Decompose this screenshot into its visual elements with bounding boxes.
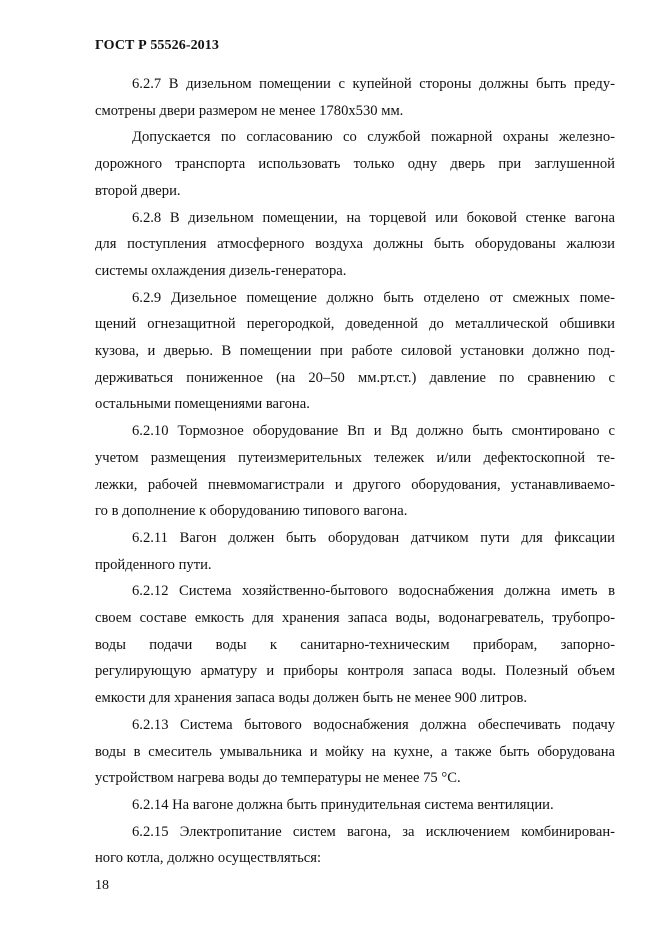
paragraph-line: для поступления атмосферного воздуха должны быть оборудованы жалюзи [95, 236, 615, 253]
paragraph-line: 6.2.14 На вагоне должна быть принудительная система вентиляции. [132, 796, 554, 813]
paragraph-line: ного котла, должно осуществляться: [95, 850, 321, 867]
paragraph-line: регулирующую арматуру и приборы контроля запаса воды. Полезный объем [95, 663, 615, 680]
paragraph [95, 418, 615, 525]
paragraph-line: 6.2.11 Вагон должен быть оборудован датчиком пути для фиксации [132, 529, 615, 546]
paragraph-line: кузова, и дверью. В помещении при работе силовой установки должно под- [95, 343, 615, 360]
document-body [95, 71, 615, 872]
paragraph-line: устройством нагрева воды до температуры не менее 75 °С. [95, 770, 461, 787]
paragraph-line: смотрены двери размером не менее 1780х530 мм. [95, 102, 404, 119]
paragraph-line: 6.2.8 В дизельном помещении, на торцевой или боковой стенке вагона [132, 209, 615, 226]
paragraph-line: 6.2.13 Система бытового водоснабжения должна обеспечивать подачу [132, 716, 615, 733]
paragraph-line: емкости для хранения запаса воды должен быть не менее 900 литров. [95, 690, 528, 707]
paragraph-line: системы охлаждения дизель-генератора. [95, 262, 347, 279]
paragraph-line: 6.2.9 Дизельное помещение должно быть отделено от смежных поме- [132, 289, 615, 306]
paragraph-line: держиваться пониженное (на 20–50 мм.рт.ст.) давление по сравнению с [95, 369, 615, 386]
paragraph-line: Допускается по согласованию со службой пожарной охраны железно- [132, 129, 615, 146]
paragraph-line: воды подачи воды к санитарно-техническим приборам, запорно- [95, 636, 615, 653]
paragraph-line: второй двери. [95, 182, 181, 199]
paragraph [95, 71, 615, 124]
paragraph-line: 6.2.10 Тормозное оборудование Вп и Вд должно быть смонтировано с [132, 423, 615, 440]
page-number: 18 [95, 878, 109, 893]
paragraph-line: щений огнезащитной перегородкой, доведенной до металлической обшивки [95, 316, 615, 333]
paragraph [95, 578, 615, 712]
document-header: ГОСТ Р 55526-2013 [95, 38, 219, 53]
paragraph [95, 205, 615, 285]
paragraph-line: учетом размещения путеизмерительных тележек и/или дефектоскопной те- [95, 449, 615, 466]
paragraph [95, 712, 615, 792]
paragraph [95, 819, 615, 872]
paragraph-line: пройденного пути. [95, 556, 212, 573]
paragraph [95, 285, 615, 419]
paragraph [95, 525, 615, 578]
paragraph [95, 792, 615, 819]
paragraph-line: лежки, рабочей пневмомагистрали и другого оборудования, устанавливаемо- [95, 476, 615, 493]
paragraph-line: остальными помещениями вагона. [95, 396, 310, 413]
paragraph-line: воды в смеситель умывальника и мойку на кухне, а также быть оборудована [95, 743, 615, 760]
paragraph-line: го в дополнение к оборудованию типового вагона. [95, 503, 408, 520]
paragraph-line: 6.2.12 Система хозяйственно-бытового водоснабжения должна иметь в [132, 583, 615, 600]
paragraph-line: 6.2.7 В дизельном помещении с купейной стороны должны быть преду- [132, 76, 615, 92]
paragraph-line: дорожного транспорта использовать только одну дверь при заглушенной [95, 156, 615, 173]
paragraph [95, 124, 615, 204]
paragraph-line: 6.2.15 Электропитание систем вагона, за исключением комбинирован- [132, 823, 615, 840]
paragraph-line: своем составе емкость для хранения запаса воды, водонагреватель, трубопро- [95, 610, 615, 627]
